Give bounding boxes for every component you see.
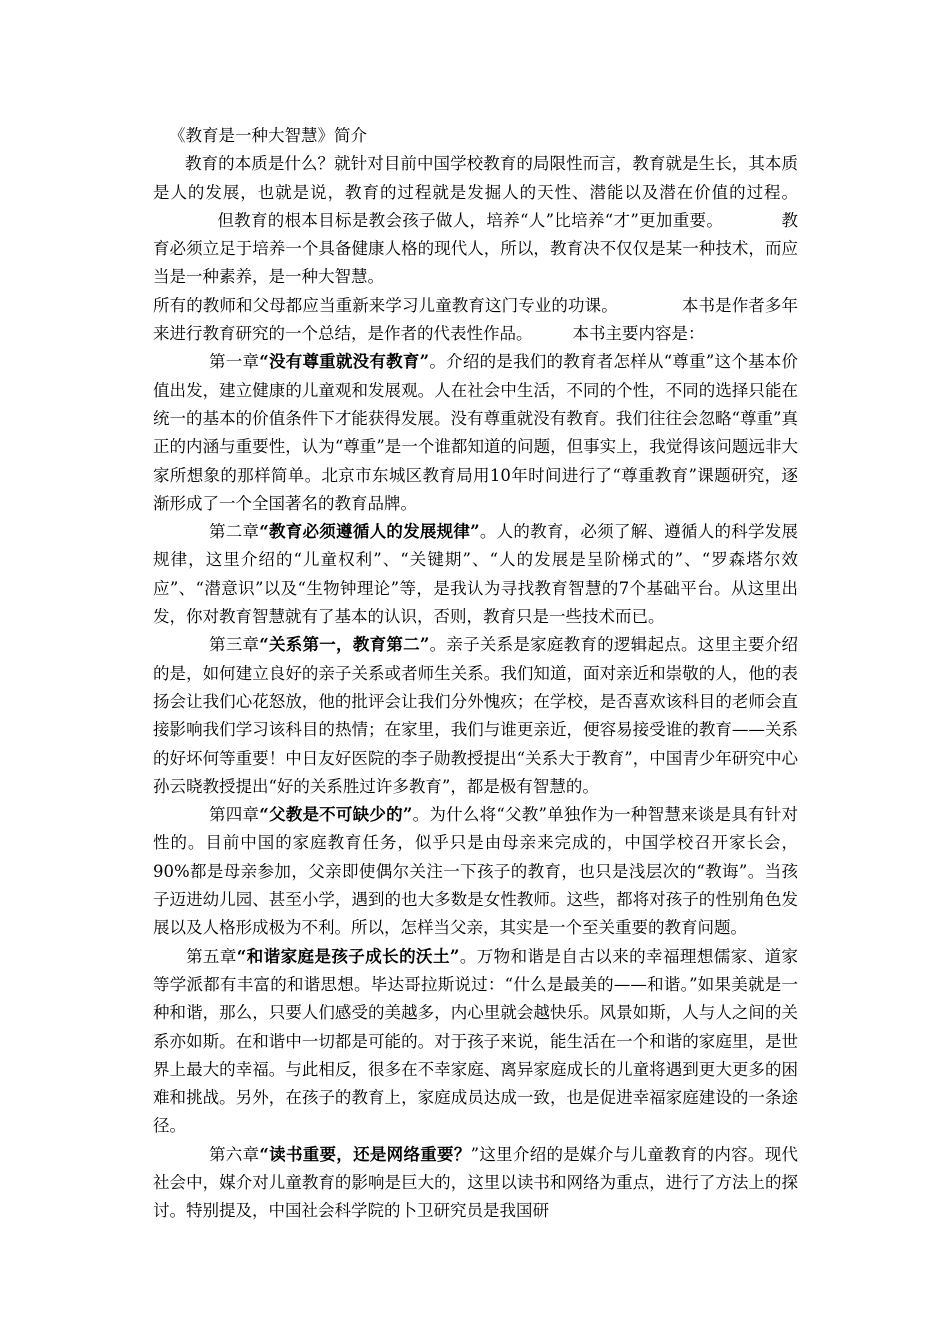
intro-text-2a: 所有的教师和父母都应当重新来学习儿童教育这门专业的功课。 xyxy=(153,295,618,315)
chapter-3-heading: “关系第一，教育第二” xyxy=(259,635,430,655)
intro-text-2b: 本书是作者多年来进行教育研究的一个总结，是作者的代表性作品。 xyxy=(153,295,799,344)
chapter-1-body: 。介绍的是我们的教育者怎样从“尊重”这个基本价值出发，建立健康的儿童观和发展观。人在社会中生活，不同的个性，不同的选择只能在统一的基本的价值条件下才能获得发展。没有尊重就没有教育。我们往往会忽略“尊重”真正的内涵与重要性，认为“尊重”是一个谁都知道的问题，但事实上，我觉得该问题远非大家所想象的那样简单。北京市东城区教育局用10年时间进行了“尊重教育”课题研究，逐渐形成了一个全国著名的教育品牌。 xyxy=(153,352,799,513)
chapter-3-body: 。亲子关系是家庭教育的逻辑起点。这里主要介绍的是，如何建立良好的亲子关系或者师生关系。我们知道，面对亲近和崇敬的人，他的表扬会让我们心花怒放，他的批评会让我们分外愧疚；在学校，是否喜欢该科目的老师会直接影响我们学习该科目的热情；在家里，我们与谁更亲近，便容易接受谁的教育——关系的好坏何等重要！中日友好医院的李子勋教授提出“关系大于教育”，中国青少年研究中心孙云晓教授提出“好的关系胜过许多教育”，都是极有智慧的。 xyxy=(153,635,799,796)
document-page xyxy=(153,122,798,1226)
chapter-5-heading: “和谐家庭是孩子成长的沃土” xyxy=(236,946,460,966)
chapter-4-label: 第四章 xyxy=(209,805,260,825)
chapter-1-label: 第一章 xyxy=(209,352,260,372)
intro-text-1b: 但教育的根本目标是教会孩子做人，培养“人”比培养“才”更加重要。 xyxy=(217,210,724,230)
chapter-2-body: 。人的教育，必须了解、遵循人的科学发展规律，这里介绍的“儿童权利”、“关键期”、“人的发展是呈阶梯式的”、“罗森塔尔效应”、“潜意识”以及“生物钟理论”等，是我认为寻找教育智慧的7个基础平台。从这里出发，你对教育智慧就有了基本的认识，否则，教育只是一些技术而已。 xyxy=(153,522,799,627)
chapter-5-body: 。万物和谐是自古以来的幸福理想儒家、道家等学派都有丰富的和谐思想。毕达哥拉斯说过：“什么是最美的——和谐。”如果美就是一种和谐，那么，只要人们感受的美越多，内心里就会越快乐。风景如斯，人与人之间的关系亦如斯。在和谐中一切都是可能的。对于孩子来说，能生活在一个和谐的家庭里，是世界上最大的幸福。与此相反，很多在不幸家庭、离异家庭成长的儿童将遇到更大更多的困难和挑战。另外，在孩子的教育上，家庭成员达成一致，也是促进幸福家庭建设的一条途径。 xyxy=(153,946,799,1136)
chapter-5-label: 第五章 xyxy=(186,946,237,966)
chapter-4-paragraph xyxy=(153,801,798,942)
chapter-3-paragraph xyxy=(153,631,798,801)
chapter-4-body: 。为什么将“父教”单独作为一种智慧来谈是具有针对性的。目前中国的家庭教育任务，似乎只是由母亲来完成的，中国学校召开家长会，90%都是母亲参加，父亲即使偶尔关注一下孩子的教育，也只是浅层次的“教诲”。当孩子迈进幼儿园、甚至小学，遇到的也大多数是女性教师。这些，都将对孩子的性别角色发展以及人格形成极为不利。所以，怎样当父亲，其实是一个至关重要的教育问题。 xyxy=(153,805,799,938)
document-title: 《教育是一种大智慧》简介 xyxy=(169,126,367,145)
chapter-6-body: ”这里介绍的是媒介与儿童教育的内容。现代社会中，媒介对儿童教育的影响是巨大的，这里以读书和网络为重点，进行了方法上的探讨。特别提及，中国社会科学院的卜卫研究员是我国研 xyxy=(153,1144,799,1221)
intro-text-1c: 教育必须立足于培养一个具备健康人格的现代人，所以，教育决不仅仅是某一种技术，而应当是一种素养，是一种大智慧。 xyxy=(153,210,799,287)
chapter-2-heading: “教育必须遵循人的发展规律” xyxy=(259,522,480,542)
chapter-1-heading: “没有尊重就没有教育” xyxy=(259,352,430,372)
chapter-3-label: 第三章 xyxy=(209,635,260,655)
chapter-2-label: 第二章 xyxy=(209,522,260,542)
intro-paragraph-2 xyxy=(153,292,798,349)
chapter-4-heading: “父教是不可缺少的” xyxy=(259,805,413,825)
intro-text-2c: 本书主要内容是： xyxy=(572,324,705,344)
chapter-6-heading: “读书重要，还是网络重要？ xyxy=(259,1144,471,1164)
intro-text-1a: 教育的本质是什么？就针对目前中国学校教育的局限性而言，教育就是生长，其本质是人的发展，也就是说，教育的过程就是发掘人的天性、潜能以及潜在价值的过程。 xyxy=(153,154,798,202)
intro-paragraph-1 xyxy=(153,150,798,291)
chapter-6-label: 第六章 xyxy=(209,1144,260,1164)
chapter-6-paragraph xyxy=(153,1141,798,1226)
chapter-1-paragraph xyxy=(153,348,798,518)
chapter-5-paragraph xyxy=(153,943,798,1141)
chapter-2-paragraph xyxy=(153,518,798,631)
